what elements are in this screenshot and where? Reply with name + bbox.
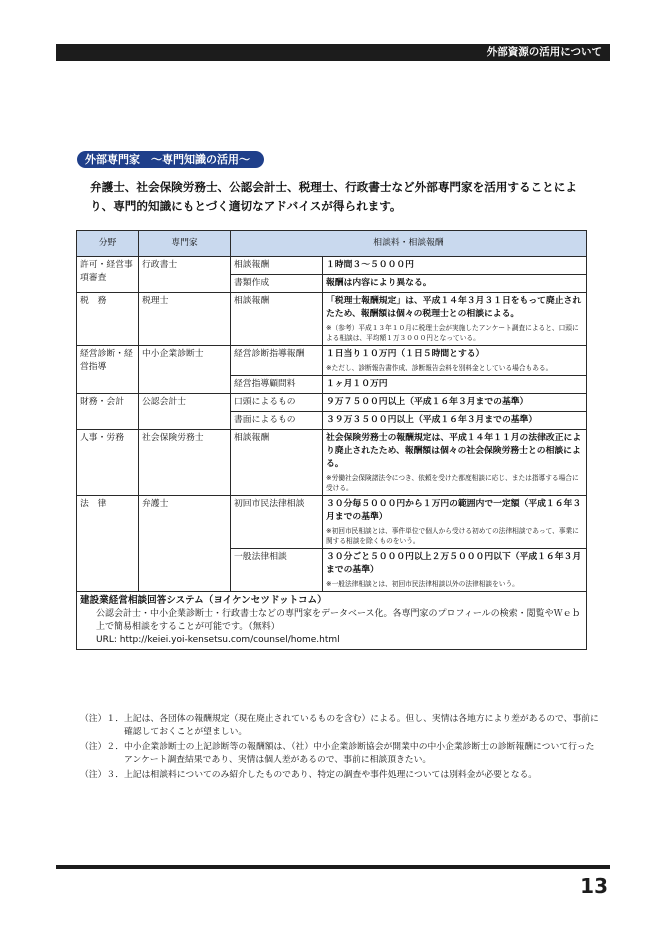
fee-type-label: 相談報酬 — [234, 260, 270, 270]
header-field: 分野 — [77, 231, 139, 257]
fee-detail-cell — [323, 549, 587, 592]
notes-section — [80, 713, 600, 784]
fee-type-cell — [231, 376, 323, 394]
header-expert: 専門家 — [139, 231, 231, 257]
fee-detail-text: １日当り１０万円（１日５時間とする） — [326, 349, 485, 359]
fee-type-label: 経営指導顧問料 — [234, 379, 296, 389]
expert-fee-table — [76, 230, 587, 650]
fee-detail-text: ３９万３５００円以上（平成１６年３月までの基準） — [326, 415, 538, 425]
fee-type-cell — [231, 496, 323, 549]
fee-type-label: 初回市民法律相談 — [234, 499, 305, 509]
fee-type-label: 経営診断指導報酬 — [234, 349, 305, 359]
field-cell — [77, 346, 139, 394]
fee-detail-cell — [323, 496, 587, 549]
fee-type-label: 書面によるもの — [234, 415, 296, 425]
expert-cell — [139, 293, 231, 346]
fee-type-cell — [231, 394, 323, 412]
note-item — [80, 769, 600, 782]
expert-label: 公認会計士 — [142, 397, 186, 407]
fee-detail-cell — [323, 257, 587, 275]
fee-detail-cell — [323, 346, 587, 376]
footer-rule — [56, 865, 610, 869]
table-row — [77, 293, 587, 346]
fee-type-label: 口頭によるもの — [234, 397, 296, 407]
field-label: 許可・経営事項審査 — [80, 260, 133, 283]
fee-type-cell — [231, 293, 323, 346]
field-cell — [77, 394, 139, 430]
note-text: 中小企業診断士の上記診断等の報酬額は、（社）中小企業診断協会が開業中の中小企業診断士の診断報酬について行ったアンケート調査結果であり、実情は個人差があるので、事前に相談頂きたい。 — [124, 742, 595, 765]
field-cell — [77, 496, 139, 592]
fee-detail-note: ※ただし、診断報告書作成、診断報告会料を別料金としている場合もある。 — [326, 364, 553, 372]
fee-detail-cell — [323, 376, 587, 394]
fee-type-cell — [231, 430, 323, 496]
field-label: 人事・労務 — [80, 433, 124, 443]
table-row — [77, 394, 587, 412]
system-cell — [77, 592, 587, 650]
expert-label: 税理士 — [142, 296, 169, 306]
field-label: 経営診断・経営指導 — [80, 349, 133, 372]
fee-type-label: 相談報酬 — [234, 433, 270, 443]
header-bar — [56, 44, 610, 61]
fee-detail-cell — [323, 412, 587, 430]
table-row — [77, 257, 587, 275]
field-cell — [77, 257, 139, 293]
note-text: 上記は、各団体の報酬規定（現在廃止されているものを含む）による。但し、実情は各地方により差があるので、事前に確認しておくことが望ましい。 — [124, 714, 599, 737]
table-row — [77, 346, 587, 376]
system-url-link[interactable]: URL: http://keiei.yoi-kensetsu.com/counsel/home.html — [96, 635, 340, 645]
fee-type-label: 一般法律相談 — [234, 552, 287, 562]
fee-detail-cell — [323, 293, 587, 346]
section-title: 外部専門家 ～専門知識の活用～ — [77, 151, 264, 168]
fee-detail-text: 社会保険労務士の報酬規定は、平成１４年１１月の法律改正により廃止されたため、報酬額は個々の社会保険労務士との相談による。 — [326, 433, 582, 469]
fee-detail-text: ３０分ごと５０００円以上２万５０００円以下（平成１６年３月までの基準） — [326, 552, 582, 575]
fee-detail-note: ※労働社会保険諸法令につき、依頼を受けた都度相談に応じ、または指導する場合に受ける。 — [326, 474, 579, 492]
fee-type-label: 相談報酬 — [234, 296, 270, 306]
note-item — [80, 741, 600, 767]
table-row — [77, 430, 587, 496]
fee-detail-cell — [323, 430, 587, 496]
header-fee: 相談料・相談報酬 — [231, 231, 587, 257]
expert-label: 社会保険労務士 — [142, 433, 204, 443]
field-label: 財務・会計 — [80, 397, 124, 407]
field-cell — [77, 293, 139, 346]
expert-cell — [139, 394, 231, 430]
fee-detail-cell — [323, 275, 587, 293]
fee-detail-note: ※（参考）平成１３年１０月に税理士会が実施したアンケート調査によると、口頭による相談は、平均額１万３０００円となっている。 — [326, 324, 579, 342]
table-header-row — [77, 231, 587, 257]
fee-detail-text: ３０分毎５０００円から１万円の範囲内で一定額（平成１６年３月までの基準） — [326, 499, 582, 522]
fee-detail-text: １時間３～５０００円 — [326, 260, 414, 270]
note-item — [80, 713, 600, 739]
fee-detail-text: １ヶ月１０万円 — [326, 379, 388, 389]
note-label: （注）２． — [80, 742, 124, 752]
table-row — [77, 496, 587, 549]
expert-label: 中小企業診断士 — [142, 349, 204, 359]
system-title: 建設業経営相談回答システム（ヨイケンセツドットコム） — [80, 595, 327, 606]
fee-detail-text: 報酬は内容により異なる。 — [326, 278, 432, 288]
field-label: 税 務 — [80, 296, 107, 306]
fee-type-cell — [231, 257, 323, 275]
field-label: 法 律 — [80, 499, 107, 509]
intro-paragraph: 弁護士、社会保険労務士、公認会計士、税理士、行政書士など外部専門家を活用することにより、専門的知識にもとづく適切なアドバイスが得られます。 — [90, 180, 577, 213]
fee-detail-text: 「税理士報酬規定」は、平成１４年３月３１日をもって廃止されたため、報酬額は個々の税理士との相談による。 — [326, 296, 582, 319]
fee-detail-cell — [323, 394, 587, 412]
note-label: （注）１． — [80, 714, 124, 724]
fee-type-label: 書類作成 — [234, 278, 270, 288]
expert-label: 弁護士 — [142, 499, 169, 509]
fee-detail-text: ９万７５００円以上（平成１６年３月までの基準） — [326, 397, 529, 407]
expert-cell — [139, 496, 231, 592]
system-body: 公認会計士・中小企業診断士・行政書士などの専門家をデータベース化。各専門家のプロフィールの検索・閲覧やＷｅｂ上で簡易相談をすることが可能です。（無料） — [96, 609, 581, 632]
note-label: （注）３． — [80, 770, 124, 780]
expert-cell — [139, 257, 231, 293]
fee-type-cell — [231, 275, 323, 293]
expert-cell — [139, 346, 231, 394]
field-cell — [77, 430, 139, 496]
expert-cell — [139, 430, 231, 496]
header-title: 外部資源の活用について — [486, 46, 602, 58]
table-body — [77, 257, 587, 650]
fee-type-cell — [231, 346, 323, 376]
fee-detail-note: ※一般法律相談とは、初回市民法律相談以外の法律相談をいう。 — [326, 580, 519, 588]
note-text: 上記は相談料についてのみ紹介したものであり、特定の調査や事件処理については別料金が必要となる。 — [124, 770, 538, 780]
expert-label: 行政書士 — [142, 260, 178, 270]
fee-type-cell — [231, 412, 323, 430]
page-number: 13 — [580, 874, 608, 898]
fee-type-cell — [231, 549, 323, 592]
system-row — [77, 592, 587, 650]
fee-detail-note: ※初回市民相談とは、事件単位で個人から受ける初めての法律相談であって、事業に関する相談を除くものをいう。 — [326, 527, 579, 545]
